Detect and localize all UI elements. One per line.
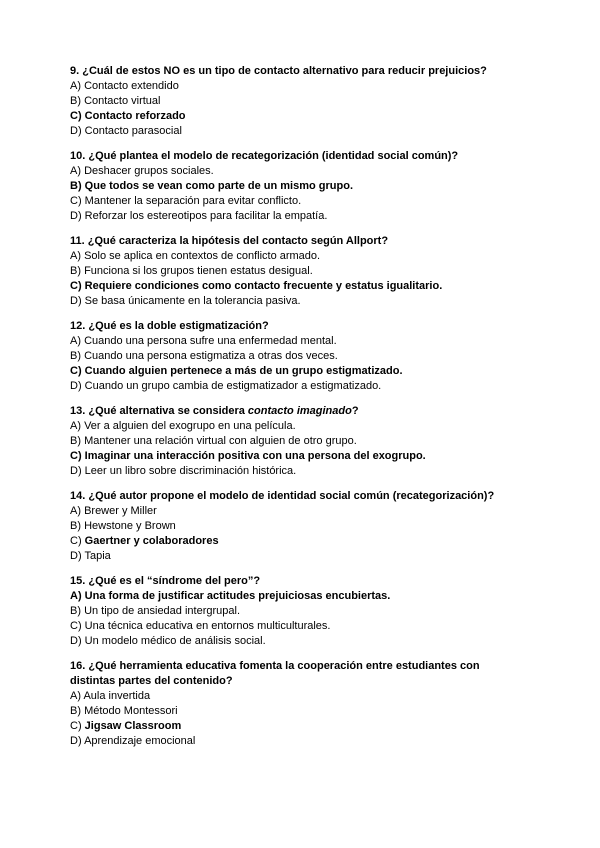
answer-option: [70, 534, 570, 549]
option-text: Reforzar los estereotipos para facilitar la empatía.: [84, 210, 328, 222]
option-text: Cuando una persona estigmatiza a otras dos veces.: [84, 350, 338, 362]
option-letter: C): [70, 535, 82, 547]
answer-option: [70, 704, 570, 719]
question-title-text: 16. ¿Qué herramienta educativa fomenta la cooperación entre estudiantes con: [70, 660, 480, 672]
question-title: [70, 319, 570, 334]
option-letter: B): [70, 435, 81, 447]
option-text: Funciona si los grupos tienen estatus desigual.: [84, 265, 313, 277]
answer-option: [70, 464, 570, 479]
option-letter: C): [70, 110, 82, 122]
question-title-text: 15. ¿Qué es el “síndrome del pero”?: [70, 575, 261, 587]
option-text: Método Montessori: [84, 705, 178, 717]
answer-option: [70, 549, 570, 564]
option-letter: A): [70, 80, 81, 92]
option-letter: C): [70, 450, 82, 462]
question-title-text: 12. ¿Qué es la doble estigmatización?: [70, 320, 269, 332]
option-letter: D): [70, 125, 82, 137]
question-title-text: 11. ¿Qué caracteriza la hipótesis del contacto según Allport?: [70, 235, 389, 247]
answer-option: [70, 634, 570, 649]
option-text: Mantener la separación para evitar conflicto.: [84, 195, 302, 207]
option-letter: C): [70, 720, 82, 732]
question-title: [70, 64, 570, 79]
answer-option: [70, 449, 570, 464]
answer-option: [70, 379, 570, 394]
question-title-text: distintas partes del contenido?: [70, 675, 233, 687]
option-text: Leer un libro sobre discriminación histórica.: [84, 465, 297, 477]
question-title-text: 10. ¿Qué plantea el modelo de recategorización (identidad social común)?: [70, 150, 459, 162]
option-text: Contacto extendido: [84, 80, 179, 92]
answer-option: [70, 589, 570, 604]
question-title: [70, 234, 570, 249]
question-block: [70, 64, 570, 139]
question-title-text: contacto imaginado: [247, 405, 352, 417]
option-letter: B): [70, 605, 81, 617]
option-letter: D): [70, 735, 82, 747]
option-letter: D): [70, 465, 82, 477]
question-block: [70, 319, 570, 394]
option-letter: D): [70, 635, 82, 647]
option-text: Brewer y Miller: [84, 505, 157, 517]
question-title: [70, 149, 570, 164]
option-letter: C): [70, 365, 82, 377]
option-text: Jigsaw Classroom: [84, 720, 182, 732]
option-text: Cuando alguien pertenece a más de un grupo estigmatizado.: [84, 365, 403, 377]
answer-option: [70, 734, 570, 749]
option-letter: D): [70, 210, 82, 222]
question-title-text: ?: [351, 405, 359, 417]
answer-option: [70, 124, 570, 139]
option-letter: D): [70, 550, 82, 562]
option-letter: A): [70, 505, 81, 517]
option-letter: C): [70, 195, 82, 207]
option-text: Una forma de justificar actitudes prejuiciosas encubiertas.: [84, 590, 391, 602]
option-letter: D): [70, 380, 82, 392]
option-text: Deshacer grupos sociales.: [84, 165, 214, 177]
option-letter: A): [70, 250, 81, 262]
option-text: Un tipo de ansiedad intergrupal.: [84, 605, 241, 617]
answer-option: [70, 249, 570, 264]
question-block: [70, 489, 570, 564]
answer-option: [70, 109, 570, 124]
option-text: Contacto virtual: [84, 95, 161, 107]
option-text: Solo se aplica en contextos de conflicto armado.: [84, 250, 321, 262]
option-letter: A): [70, 420, 81, 432]
answer-option: [70, 179, 570, 194]
option-text: Un modelo médico de análisis social.: [84, 635, 266, 647]
answer-option: [70, 419, 570, 434]
option-letter: D): [70, 295, 82, 307]
option-text: Cuando un grupo cambia de estigmatizador a estigmatizado.: [84, 380, 382, 392]
option-letter: A): [70, 590, 82, 602]
question-title: [70, 574, 570, 589]
question-block: [70, 234, 570, 309]
option-letter: C): [70, 280, 82, 292]
option-text: Que todos se vean como parte de un mismo grupo.: [84, 180, 353, 192]
answer-option: [70, 719, 570, 734]
question-block: [70, 404, 570, 479]
question-title-text: 13. ¿Qué alternativa se considera: [70, 405, 248, 417]
answer-option: [70, 79, 570, 94]
answer-option: [70, 604, 570, 619]
option-letter: B): [70, 350, 81, 362]
question-title: [70, 404, 570, 419]
answer-option: [70, 194, 570, 209]
option-text: Requiere condiciones como contacto frecuente y estatus igualitario.: [84, 280, 443, 292]
answer-option: [70, 279, 570, 294]
answer-option: [70, 334, 570, 349]
option-letter: B): [70, 705, 81, 717]
option-text: Contacto parasocial: [84, 125, 182, 137]
answer-option: [70, 519, 570, 534]
answer-option: [70, 349, 570, 364]
answer-option: [70, 364, 570, 379]
option-text: Se basa únicamente en la tolerancia pasiva.: [84, 295, 301, 307]
option-text: Contacto reforzado: [84, 110, 186, 122]
option-text: Imaginar una interacción positiva con una persona del exogrupo.: [84, 450, 426, 462]
option-text: Aula invertida: [83, 690, 151, 702]
option-letter: A): [70, 165, 81, 177]
option-text: Una técnica educativa en entornos multiculturales.: [84, 620, 331, 632]
option-text: Mantener una relación virtual con alguien de otro grupo.: [84, 435, 357, 447]
option-text: Aprendizaje emocional: [84, 735, 196, 747]
answer-option: [70, 294, 570, 309]
answer-option: [70, 164, 570, 179]
option-letter: B): [70, 520, 81, 532]
question-title: [70, 659, 570, 689]
option-text: Gaertner y colaboradores: [84, 535, 219, 547]
option-letter: B): [70, 265, 81, 277]
option-text: Cuando una persona sufre una enfermedad mental.: [84, 335, 337, 347]
answer-option: [70, 619, 570, 634]
option-letter: A): [70, 335, 81, 347]
question-title: [70, 489, 570, 504]
option-text: Ver a alguien del exogrupo en una película.: [84, 420, 296, 432]
answer-option: [70, 504, 570, 519]
question-title-text: 14. ¿Qué autor propone el modelo de identidad social común (recategorización)?: [70, 490, 495, 502]
question-block: [70, 574, 570, 649]
answer-option: [70, 434, 570, 449]
option-letter: B): [70, 95, 81, 107]
answer-option: [70, 209, 570, 224]
option-letter: B): [70, 180, 82, 192]
answer-option: [70, 264, 570, 279]
option-letter: A): [70, 690, 81, 702]
answer-option: [70, 94, 570, 109]
question-title-text: 9. ¿Cuál de estos NO es un tipo de contacto alternativo para reducir prejuicios?: [70, 65, 487, 77]
option-text: Tapia: [84, 550, 111, 562]
option-text: Hewstone y Brown: [84, 520, 176, 532]
answer-option: [70, 689, 570, 704]
option-letter: C): [70, 620, 82, 632]
question-block: [70, 149, 570, 224]
question-block: [70, 659, 570, 749]
